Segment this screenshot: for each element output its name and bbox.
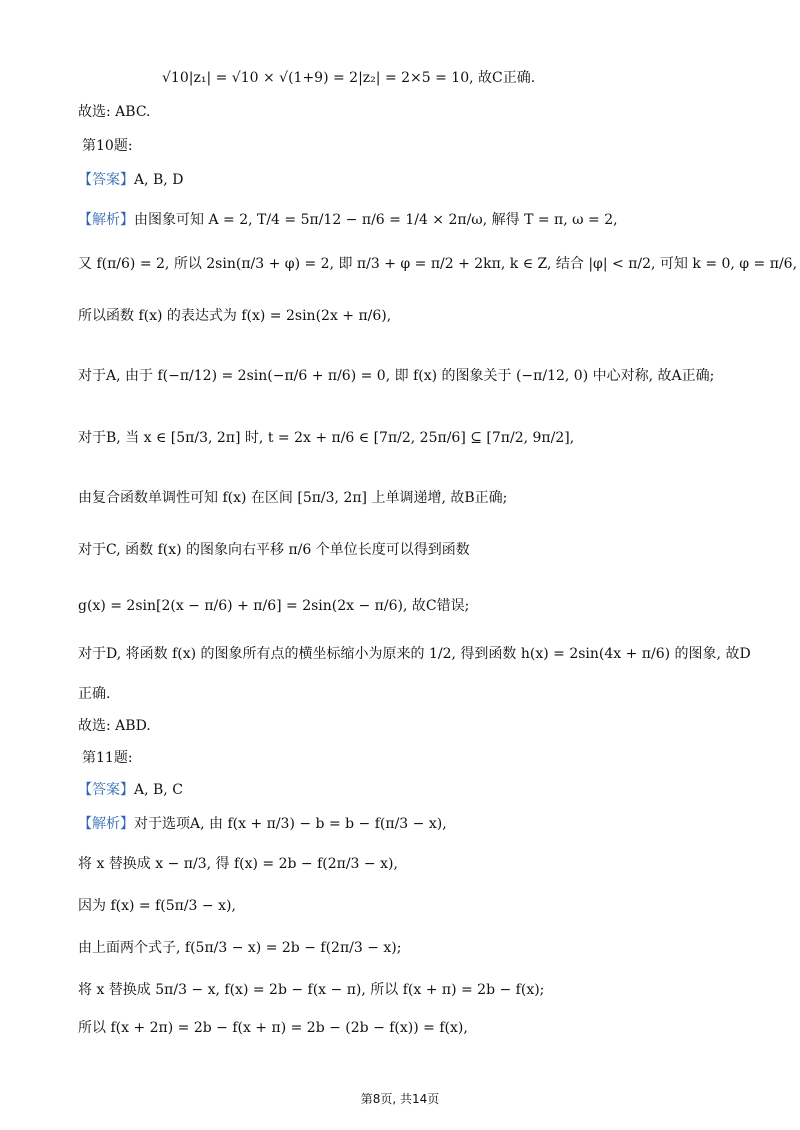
line-text: A, B, D <box>134 172 184 188</box>
line-text: 将 x 替换成 5π/3 − x, f(x) = 2b − f(x − π), 所以 f(x + π) = 2b − f(x); <box>78 982 545 998</box>
line-text: 由上面两个式子, f(5π/3 − x) = 2b − f(2π/3 − x); <box>78 940 402 956</box>
page-footer: 第8页, 共14页 <box>360 1092 440 1106</box>
line-text: √10|z₁| = √10 × √(1+9) = 2|z₂| = 2×5 = 10, 故C正确. <box>162 70 536 86</box>
line-text: 将 x 替换成 x − π/3, 得 f(x) = 2b − f(2π/3 − x), <box>78 856 398 872</box>
line-text: A, B, C <box>134 782 183 798</box>
line-text: 正确. <box>78 686 111 702</box>
text-line <box>78 644 751 664</box>
section-heading <box>82 748 740 768</box>
line-text: 故选: ABC. <box>78 104 151 120</box>
line-text: 所以函数 f(x) 的表达式为 f(x) = 2sin(2x + π/6), <box>78 308 392 324</box>
text-line <box>78 540 740 560</box>
text-line <box>78 896 740 916</box>
line-text: 故选: ABD. <box>78 718 151 734</box>
text-line <box>162 68 740 88</box>
line-text: 由图象可知 A = 2, T/4 = 5π/12 − π/6 = 1/4 × 2π/ω, 解得 T = π, ω = 2, <box>134 212 618 228</box>
section-heading <box>82 136 740 156</box>
text-line <box>78 596 740 616</box>
line-text: 对于C, 函数 f(x) 的图象向右平移 π/6 个单位长度可以得到函数 <box>78 542 470 558</box>
line-text: 所以 f(x + 2π) = 2b − f(x + π) = 2b − (2b − f(x)) = f(x), <box>78 1020 468 1036</box>
answer-tag: 【答案】 <box>78 782 134 798</box>
line-text: 又 f(π/6) = 2, 所以 2sin(π/3 + φ) = 2, 即 π/3 + φ = π/2 + 2kπ, k ∈ Z, 结合 |φ| < π/2, 可知 k = 0, φ = π/6, <box>78 256 798 272</box>
line-text: 对于选项A, 由 f(x + π/3) − b = b − f(π/3 − x), <box>134 816 447 832</box>
text-line <box>78 684 740 704</box>
line-text: 因为 f(x) = f(5π/3 − x), <box>78 898 236 914</box>
text-line <box>78 488 740 508</box>
text-line <box>78 366 740 386</box>
text-line <box>78 1018 740 1038</box>
line-text: 由复合函数单调性可知 f(x) 在区间 [5π/3, 2π] 上单调递增, 故B正确; <box>78 490 508 506</box>
analysis-tag: 【解析】 <box>78 212 134 228</box>
text-line <box>78 980 740 1000</box>
line-text: 第10题: <box>82 138 133 154</box>
line-text: 对于B, 当 x ∈ [5π/3, 2π] 时, t = 2x + π/6 ∈ [7π/2, 25π/6] ⊆ [7π/2, 9π/2], <box>78 430 575 446</box>
text-line <box>78 428 740 448</box>
analysis-line <box>78 814 740 834</box>
analysis-tag: 【解析】 <box>78 816 134 832</box>
answer-line <box>78 170 740 190</box>
line-text: g(x) = 2sin[2(x − π/6) + π/6] = 2sin(2x − π/6), 故C错误; <box>78 598 470 614</box>
analysis-line <box>78 210 740 230</box>
text-line <box>78 306 740 326</box>
line-text: 对于A, 由于 f(−π/12) = 2sin(−π/6 + π/6) = 0, 即 f(x) 的图象关于 (−π/12, 0) 中心对称, 故A正确; <box>78 368 715 384</box>
text-line <box>78 716 740 736</box>
answer-line <box>78 780 740 800</box>
text-line <box>78 938 740 958</box>
answer-tag: 【答案】 <box>78 172 134 188</box>
text-line <box>78 254 798 274</box>
text-line <box>78 102 740 122</box>
line-text: 第11题: <box>82 750 133 766</box>
line-text: 对于D, 将函数 f(x) 的图象所有点的横坐标缩小为原来的 1/2, 得到函数 h(x) = 2sin(4x + π/6) 的图象, 故D <box>78 646 751 662</box>
text-line <box>78 854 740 874</box>
